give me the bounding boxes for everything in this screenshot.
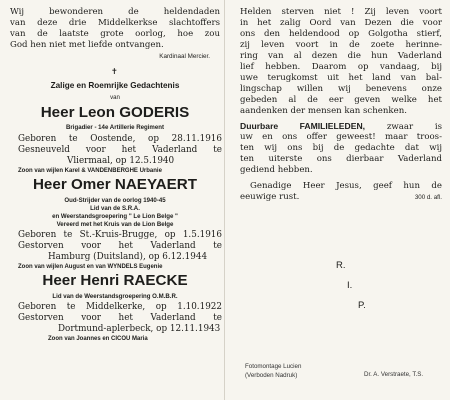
reproduction-note: (Verboden Nadruk): [245, 372, 298, 379]
heroes-line: ring van al dezen die hun Vaderland: [240, 51, 442, 61]
heroes-line: aandenken der mensen kan schenken.: [240, 106, 407, 116]
heroes-line: lief hebben. Daarom op vandaag, bij: [240, 62, 442, 72]
family-line: gediend hebben.: [240, 165, 313, 175]
quote-line: van de laatste grote oorlog, hoe zou: [10, 29, 220, 39]
heroes-line: lingschap willen wij benevens onze: [240, 84, 442, 94]
quote-line: Wij bewonderen de heldendaden: [10, 7, 220, 17]
person1-parents: Zoon van wijlen Karel & VANDENBERGHE Urbanie: [18, 168, 162, 174]
memorial-heading: Zalige en Roemrijke Gedachtenis: [50, 81, 180, 90]
cross-icon: ✝: [111, 67, 118, 76]
rip-letter-p: P.: [358, 300, 366, 311]
person3-resistance: Lid van de Weerstandsgroepering O.M.B.R.: [52, 293, 178, 300]
heroes-line: Helden sterven niet ! Zij leven voort: [240, 7, 442, 17]
photo-credit: Fotomontage Lucien: [245, 363, 302, 370]
person3-surname: RAECKE: [123, 272, 188, 289]
person2-membership: Lid van de S.R.A.: [90, 205, 140, 212]
quote-line: van deze drie Middelkerkse slachtoffers: [10, 18, 220, 28]
person2-birth: Geboren te St.-Kruis-Brugge, op 1.5.1916: [18, 230, 222, 240]
person2-title: Heer Omer: [32, 176, 111, 193]
person2-service: Oud-Strijder van de oorlog 1940-45: [64, 197, 166, 204]
heroes-line: uwe terugkomst uit het land van bal-: [240, 73, 442, 83]
person2-parents: Zoon van wijlen August en van WYNDELS Eugenie: [18, 264, 163, 270]
family-heading-tail: zwaar is: [386, 122, 442, 132]
prayer-line: Genadige Heer Jesus, geef hun de: [250, 181, 442, 191]
person3-birth: Geboren te Middelkerke, op 1.10.1922: [18, 302, 222, 312]
person3-parents: Zoon van Joannes en CICOU Maria: [48, 336, 148, 342]
heroes-line: ons den heldendood op Golgotha stierf,: [240, 29, 442, 39]
rip-letter-i: I.: [347, 280, 353, 291]
prayer-line: eeuwige rust.: [240, 192, 300, 202]
person1-birth: Geboren te Oostende, op 28.11.1916: [18, 134, 222, 144]
family-heading: Duurbare FAMILIELEDEN,: [240, 121, 366, 131]
family-line: ten wij ons bij de gedachte dat wij: [240, 143, 442, 153]
quote-line: God hen niet met liefde ontvangen.: [10, 40, 164, 50]
person2-name: [10, 177, 220, 193]
person3-death-place: Dortmund-aplerbeck, op 12.11.1943: [58, 324, 221, 334]
person1-death-place: Vliermaal, op 12.5.1940: [67, 156, 175, 166]
person2-death: Gestorven voor het Vaderland te: [18, 241, 222, 251]
indulgence-note: 300 d. afl.: [414, 194, 442, 201]
quote-attribution: Kardinaal Mercier.: [159, 53, 210, 60]
person3-death: Gestorven voor het Vaderland te: [18, 313, 222, 323]
person3-name: [10, 273, 220, 289]
person1-title: Heer Leon: [40, 104, 115, 121]
family-line: ten uiterste ons dierbaar Vaderland: [240, 154, 442, 164]
person1-surname: GODERIS: [119, 104, 190, 121]
person1-death: Gesneuveld voor het Vaderland te: [18, 145, 222, 155]
person2-honour: Vereerd met het Kruis van de Lion Belge: [56, 221, 174, 228]
person1-name: [10, 105, 220, 121]
heroes-line: zij leven voort in de zoete herinne-: [240, 40, 442, 50]
van-label: van: [110, 94, 120, 101]
page-fold-divider: [224, 0, 225, 400]
rip-letter-r: R.: [336, 260, 346, 271]
family-line: uw en ons offer geweest! maar troos-: [240, 132, 442, 142]
person1-rank: Brigadier - 14e Artillerie Regiment: [66, 124, 164, 131]
heroes-line: gebeden al de eer geven welke het: [240, 95, 442, 105]
person3-title: Heer Henri: [42, 272, 120, 289]
person2-resistance: en Weerstandsgroepering " Le Lion Belge ": [52, 213, 178, 220]
person2-surname: NAEYAERT: [114, 176, 198, 193]
heroes-line: in het zalig Oord van Dezen die voor: [240, 18, 442, 28]
print-credit: Dr. A. Verstraete, T.S.: [364, 371, 424, 378]
person2-death-place: Hamburg (Duitsland), op 6.12.1944: [48, 252, 208, 262]
